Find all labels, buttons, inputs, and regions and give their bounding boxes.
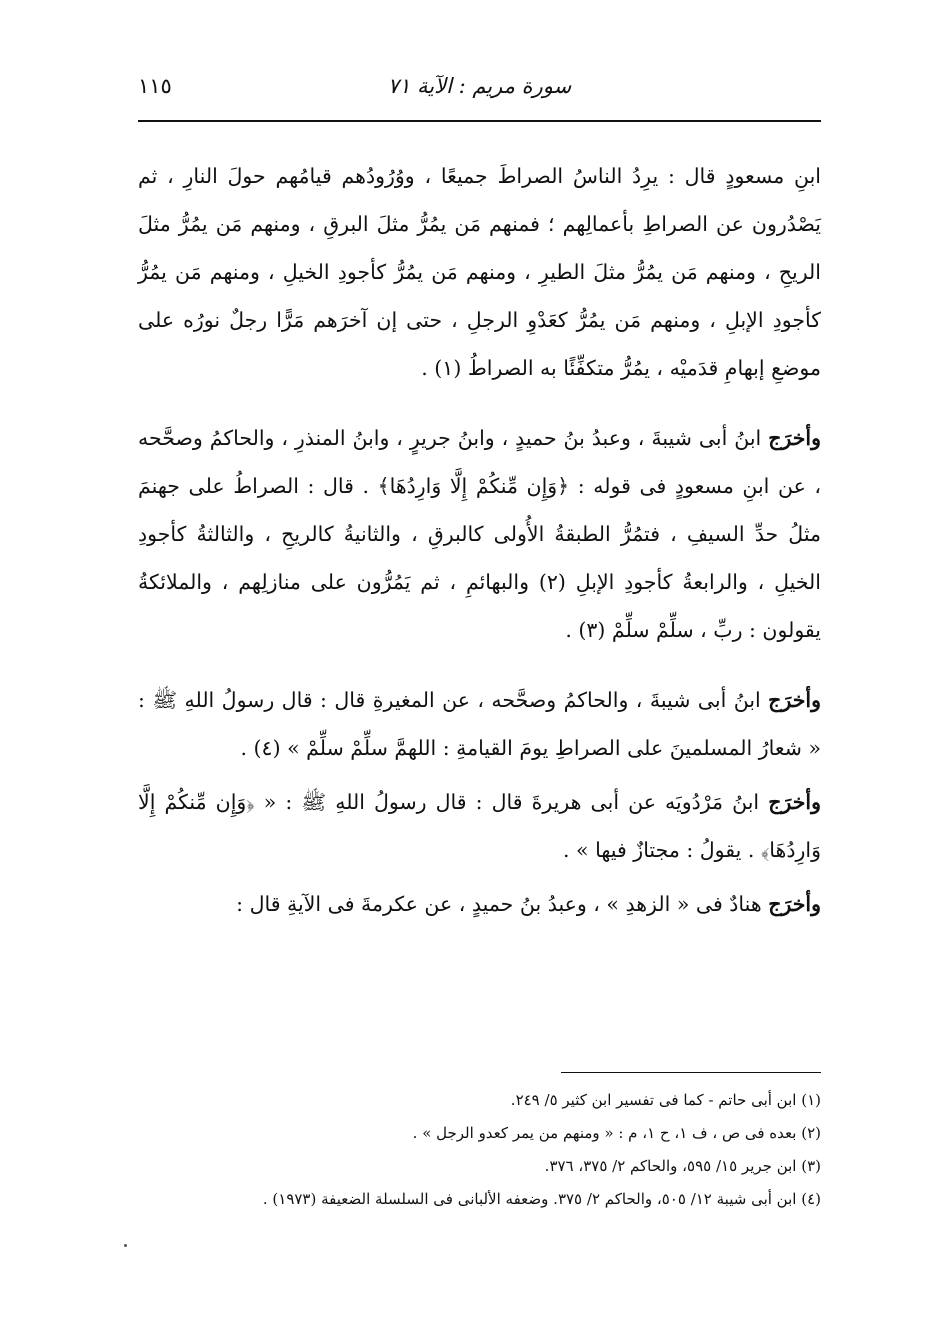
paragraph-4-text: ابنُ مَرْدُويَه عن أبى هريرةَ قال : قال رسولُ اللهِ ﷺ : « ﴿وَإِن مِّنكُمْ إِلَّا وَارِدُهَا﴾ . يقولُ : مجتازٌ فيها » . <box>138 790 821 862</box>
footnote-rule <box>561 1072 821 1073</box>
footnotes <box>150 1084 821 1216</box>
paragraph-4-lead: وأخرَج <box>768 790 821 814</box>
paragraph-4 <box>138 778 821 874</box>
scan-speck <box>124 1244 127 1247</box>
footnote-3: (٣) ابن جرير ١٥/ ٥٩٥، والحاكم ٢/ ٣٧٥، ٣٧٦. <box>544 1157 821 1175</box>
paragraph-5-text: هنادٌ فى « الزهدِ » ، وعبدُ بنُ حميدٍ ، عن عكرمةَ فى الآيةِ قال : <box>236 892 762 916</box>
header-title: سورة مريم : الآية ٧١ <box>387 74 572 98</box>
paragraph-5 <box>138 880 821 928</box>
paragraph-2-text: ابنُ أبى شيبةَ ، وعبدُ بنُ حميدٍ ، وابنُ جريرٍ ، وابنُ المنذرِ ، والحاكمُ وصحَّحه ، عن ابنِ مسعودٍ فى قوله : ﴿وَإِن مِّنكُمْ إِلَّا وَارِدُهَا﴾ . قال : الصراطُ على جهنمَ مثلُ حدِّ السيفِ ، فتمُرُّ الطبقةُ الأُولى كالبرقِ ، والثانيةُ كالريحِ ، والثالثةُ كأجودِ الخيلِ ، والرابعةُ كأجودِ الإبلِ (٢) والبهائمِ ، ثم يَمُرُّون على منازلِهم ، والملائكةُ يقولون : ربِّ ، سلِّمْ سلِّمْ (٣) . <box>138 426 821 642</box>
paragraph-3-text: ابنُ أبى شيبةَ ، والحاكمُ وصحَّحه ، عن المغيرةِ قال : قال رسولُ اللهِ ﷺ : « شعارُ المسلمينَ على الصراطِ يومَ القيامةِ : اللهمَّ سلِّمْ سلِّمْ » (٤) . <box>138 688 821 760</box>
paragraph-1 <box>138 152 821 392</box>
page-number: ١١٥ <box>138 74 172 98</box>
paragraph-3-lead: وأخرَج <box>768 688 821 712</box>
footnote-2: (٢) بعده فى ص ، ف ١، ح ١، م : « ومنهم من يمر كعدو الرجل » . <box>412 1124 821 1142</box>
footnote-1: (١) ابن أبى حاتم - كما فى تفسير ابن كثير ٥/ ٢٤٩. <box>510 1091 821 1109</box>
paragraph-3 <box>138 676 821 772</box>
paragraph-5-lead: وأخرَج <box>768 892 821 916</box>
main-text <box>138 152 821 928</box>
header-rule <box>138 120 821 122</box>
paragraph-2-lead: وأخرَج <box>768 426 821 450</box>
paragraph-1-text: ابنِ مسعودٍ قال : يرِدُ الناسُ الصراطَ جميعًا ، ووُرُودُهم قيامُهم حولَ النارِ ، ثم يَصْدُرون عن الصراطِ بأعمالِهم ؛ فمنهم مَن يمُرُّ مثلَ البرقِ ، ومنهم مَن يمُرُّ مثلَ الريحِ ، ومنهم مَن يمُرُّ مثلَ الطيرِ ، ومنهم مَن يمُرُّ كأجودِ الخيلِ ، ومنهم مَن يمُرُّ كأجودِ الإبلِ ، ومنهم مَن يمُرُّ كعَدْوِ الرجلِ ، حتى إن آخرَهم مَرًّا رجلٌ نورُه على موضعِ إبهامِ قدَميْه ، يمُرُّ متكفِّئًا به الصراطُ (١) . <box>138 164 821 380</box>
running-header <box>138 74 821 114</box>
footnote-4: (٤) ابن أبى شيبة ١٢/ ٥٠٥، والحاكم ٢/ ٣٧٥. وضعفه الألبانى فى السلسلة الضعيفة (١٩٧٣) . <box>262 1190 821 1208</box>
paragraph-2 <box>138 414 821 654</box>
